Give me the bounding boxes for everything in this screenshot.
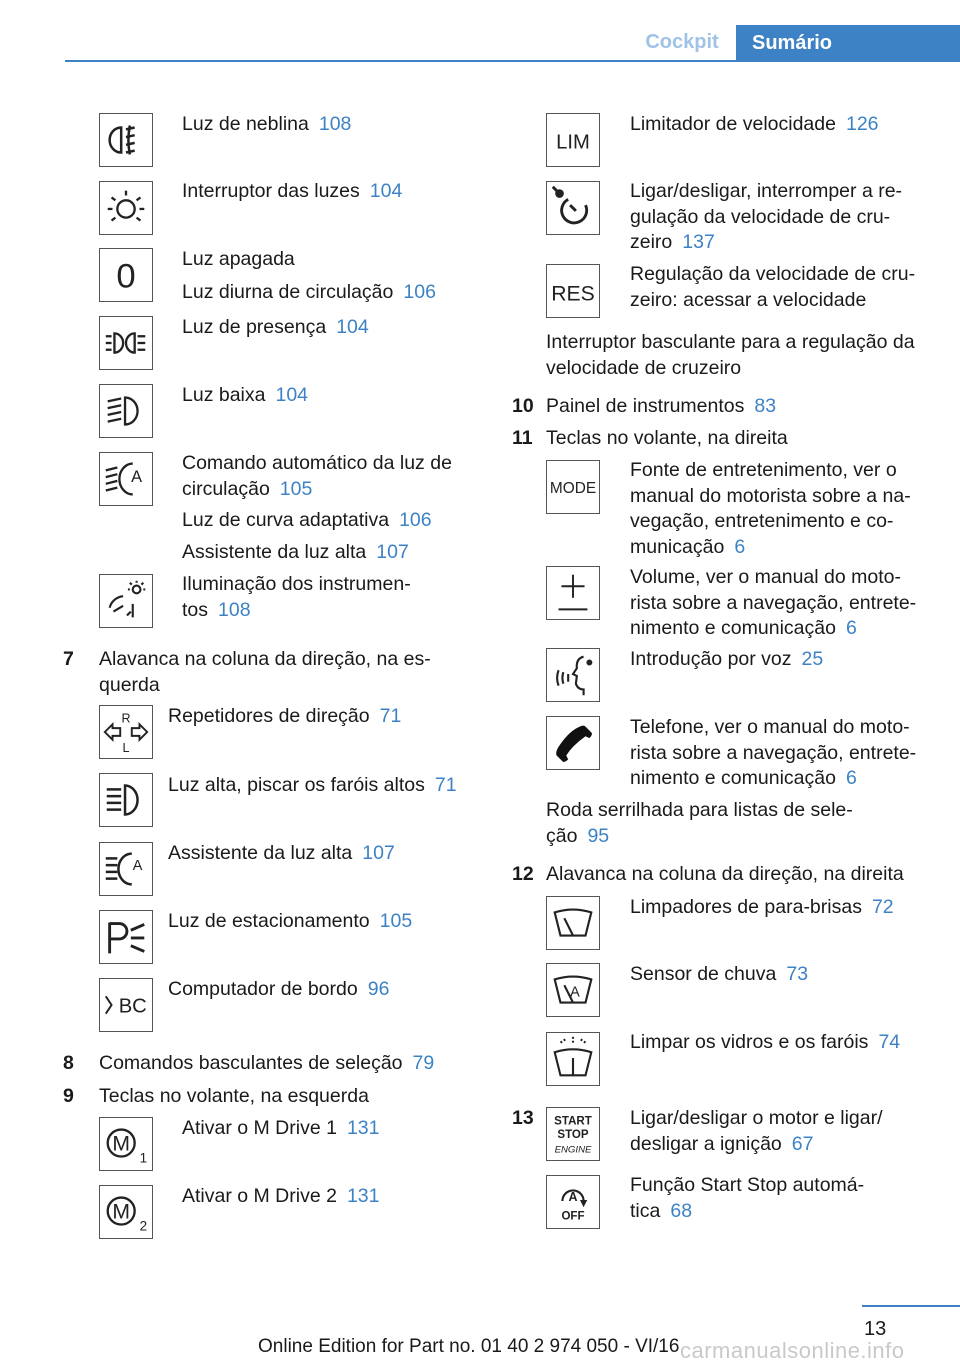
page-ref[interactable]: 108 [318, 113, 352, 135]
svg-text:2: 2 [139, 1218, 148, 1234]
page-ref[interactable]: 6 [845, 767, 857, 789]
page-ref[interactable]: 72 [871, 896, 894, 918]
page-ref[interactable]: 25 [801, 648, 824, 670]
volume-label: Volume, ver o manual do moto- rista sobre a navegação, entrete- nimento e comunicação 6 [630, 566, 917, 639]
rocker-switch-text: Interruptor basculante para a regulação da velocidade de cruzeiro [546, 331, 915, 379]
item-number: 10 [512, 395, 534, 417]
item-9-heading: Teclas no volante, na esquerda [99, 1085, 369, 1107]
item-number: 12 [512, 863, 534, 885]
page-ref[interactable]: 131 [346, 1185, 380, 1207]
turn-signal-icon [99, 705, 153, 759]
svg-text:R: R [121, 711, 131, 726]
page-ref[interactable]: 73 [786, 963, 809, 985]
fog-light-icon [99, 113, 153, 167]
m-drive-2-label: Ativar o M Drive 2 131 [182, 1185, 380, 1207]
page-ref[interactable]: 95 [587, 824, 610, 847]
svg-text:BC: BC [118, 995, 147, 1018]
page-ref[interactable]: 108 [218, 598, 251, 621]
m-drive-1-label: Ativar o M Drive 1 131 [182, 1117, 380, 1139]
cruise-control-label: Ligar/desligar, interromper a re- gulação da velocidade de cru- zeiro 137 [630, 180, 903, 253]
svg-text:A: A [132, 857, 143, 874]
item-11-heading: Teclas no volante, na direita [546, 427, 788, 449]
side-lights-icon [99, 316, 153, 370]
item-number: 8 [63, 1052, 74, 1074]
page-ref[interactable]: 104 [275, 384, 309, 406]
svg-text:A: A [570, 984, 580, 1001]
page-ref[interactable]: 105 [279, 477, 313, 500]
thumbwheel-text: Roda serrilhada para listas de sele- ção 95 [546, 799, 853, 847]
cruise-control-icon [546, 181, 600, 235]
page-ref[interactable]: 126 [845, 113, 879, 135]
washer-label: Limpar os vidros e os faróis 74 [630, 1031, 901, 1053]
svg-text:A: A [568, 1190, 578, 1205]
engine-start-stop-label: Ligar/desligar o motor e ligar/ desligar a ignição 67 [630, 1107, 883, 1155]
light-switch-label: Interruptor das luzes 104 [182, 180, 403, 202]
item-number: 11 [512, 427, 533, 449]
resume-icon [546, 264, 600, 318]
instrument-lighting-label: Iluminação dos instrumen- tos 108 [182, 573, 411, 621]
auto-headlight-icon [99, 452, 153, 506]
page-ref[interactable]: 107 [376, 541, 409, 563]
item-8-heading: Comandos basculantes de seleção 79 [99, 1052, 435, 1074]
page-ref[interactable]: 131 [346, 1117, 380, 1139]
lights-off-label: Luz apagada [182, 248, 295, 270]
item-number: 9 [63, 1085, 74, 1107]
svg-text:M: M [112, 1132, 131, 1156]
side-lights-label: Luz de presença 104 [182, 316, 369, 338]
edition-footer: Online Edition for Part no. 01 40 2 974 050 - VI/16 [258, 1336, 680, 1357]
page-ref[interactable]: 6 [734, 535, 746, 558]
svg-text:STOP: STOP [557, 1128, 589, 1141]
high-beam-assistant-icon [99, 842, 153, 896]
auto-start-stop-icon [546, 1175, 600, 1229]
lights-off-icon [99, 248, 153, 302]
watermark: carmanualsonline.info [680, 1338, 905, 1363]
telephone-icon [546, 716, 600, 770]
svg-text:LIM: LIM [556, 131, 590, 154]
fog-light-label: Luz de neblina 108 [182, 113, 352, 135]
page-ref[interactable]: 6 [845, 617, 857, 639]
page-ref[interactable]: 74 [878, 1031, 901, 1053]
page-ref[interactable]: 96 [367, 978, 390, 1000]
svg-text:RES: RES [551, 282, 595, 306]
svg-text:A: A [131, 467, 143, 486]
low-beam-icon [99, 384, 153, 438]
board-computer-label: Computador de bordo 96 [168, 978, 390, 1000]
rain-sensor-label: Sensor de chuva 73 [630, 963, 809, 985]
page-ref[interactable]: 67 [791, 1132, 814, 1155]
high-beam-assistant-label: Assistente da luz alta 107 [182, 541, 409, 563]
header-rule [65, 60, 960, 62]
wiper-label: Limpadores de para-brisas 72 [630, 896, 894, 918]
voice-input-label: Introdução por voz 25 [630, 648, 824, 670]
high-beam-icon [99, 773, 153, 827]
svg-text:START: START [554, 1115, 592, 1128]
rain-sensor-icon [546, 963, 600, 1017]
auto-start-stop-label: Função Start Stop automá- tica 68 [630, 1174, 865, 1222]
high-beam-label: Luz alta, piscar os faróis altos 71 [168, 774, 457, 796]
auto-headlight-label: Comando automático da luz de circulação 105 [182, 452, 452, 500]
svg-text:M: M [112, 1200, 131, 1224]
washer-icon [546, 1032, 600, 1086]
telephone-label: Telefone, ver o manual do moto- rista sobre a navegação, entrete- nimento e comunicação 6 [630, 716, 917, 789]
speed-limiter-icon [546, 113, 600, 167]
svg-text:0: 0 [116, 257, 136, 296]
page-ref[interactable]: 104 [369, 180, 403, 202]
wiper-icon [546, 896, 600, 950]
page-ref[interactable]: 83 [754, 395, 777, 417]
item-number: 13 [512, 1107, 534, 1129]
page-ref[interactable]: 137 [682, 231, 715, 253]
mode-button-icon [546, 460, 600, 514]
item-10-heading: Painel de instrumentos 83 [546, 395, 777, 417]
parking-light-icon [99, 910, 153, 964]
board-computer-icon [99, 978, 153, 1032]
volume-icon [546, 566, 600, 620]
page-ref[interactable]: 68 [670, 1199, 693, 1222]
svg-text:L: L [122, 741, 130, 756]
page-ref[interactable]: 105 [379, 910, 413, 932]
footer-rule [862, 1305, 960, 1307]
resume-label: Regulação da velocidade de cru- zeiro: acessar a velocidade [630, 263, 916, 311]
svg-text:1: 1 [139, 1150, 148, 1166]
item-12-heading: Alavanca na coluna da direção, na direita [546, 863, 904, 885]
voice-input-icon [546, 648, 600, 702]
page-number: 13 [864, 1318, 887, 1340]
page-ref[interactable]: 71 [434, 774, 457, 796]
item-7-heading: Alavanca na coluna da direção, na es- querda [99, 648, 431, 696]
entertainment-source-label: Fonte de entretenimento, ver o manual do motorista sobre a na- vegação, entretenimento e co- municação 6 [630, 459, 911, 558]
page-ref[interactable]: 106 [399, 509, 432, 531]
adaptive-curve-light-label: Luz de curva adaptativa 106 [182, 509, 432, 531]
page-ref[interactable]: 106 [403, 281, 436, 303]
light-switch-icon [99, 181, 153, 235]
start-stop-button-icon [546, 1107, 600, 1161]
page-ref[interactable]: 104 [336, 316, 369, 338]
speed-limiter-label: Limitador de velocidade 126 [630, 113, 879, 135]
high-beam-assistant-label-2: Assistente da luz alta 107 [168, 842, 395, 864]
low-beam-label: Luz baixa 104 [182, 384, 309, 406]
page-ref[interactable]: 107 [362, 842, 395, 864]
svg-text:ENGINE: ENGINE [554, 1144, 592, 1156]
m-drive-1-icon [99, 1117, 153, 1171]
item-number: 7 [63, 648, 74, 670]
tab-sumario[interactable]: Sumário [736, 25, 960, 62]
parking-light-label: Luz de estacionamento 105 [168, 910, 413, 932]
svg-text:MODE: MODE [549, 479, 597, 497]
svg-text:OFF: OFF [561, 1210, 585, 1223]
daytime-running-label: Luz diurna de circulação 106 [182, 281, 436, 303]
m-drive-2-icon [99, 1185, 153, 1239]
tab-cockpit[interactable]: Cockpit [645, 31, 719, 53]
instrument-lighting-icon [99, 574, 153, 628]
page-ref[interactable]: 79 [412, 1052, 435, 1074]
page-ref[interactable]: 71 [379, 705, 402, 727]
turn-signal-label: Repetidores de direção 71 [168, 705, 402, 727]
